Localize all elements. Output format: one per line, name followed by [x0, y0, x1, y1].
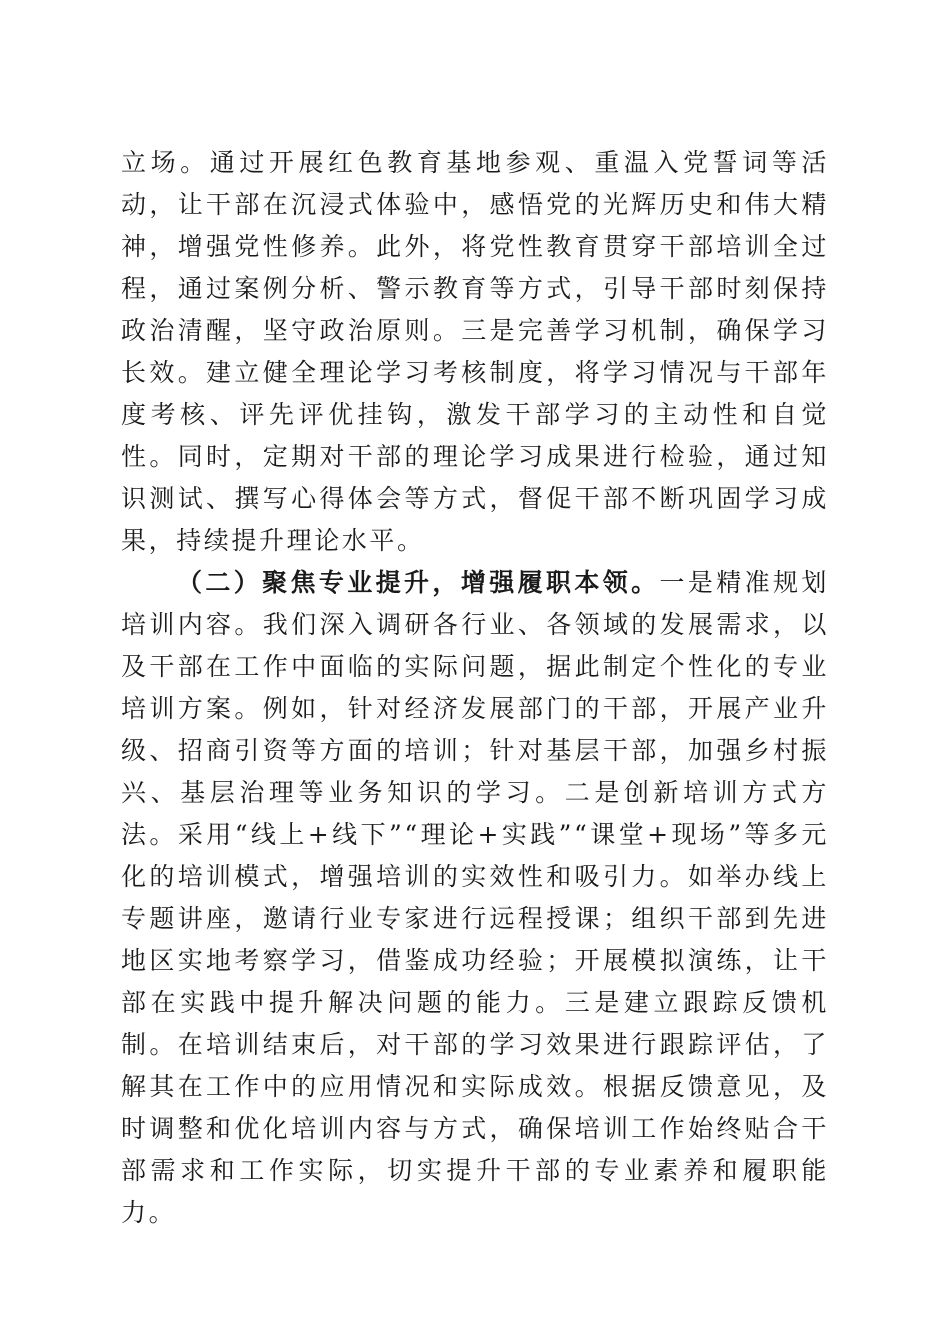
paragraph-section-2	[121, 562, 829, 1234]
section-2-body: 一是精准规划培训内容。我们深入调研各行业、各领域的发展需求，以及干部在工作中面临的实际问题，据此制定个性化的专业培训方案。例如，针对经济发展部门的干部，开展产业升级、招商引资等方面的培训；针对基层干部，加强乡村振兴、基层治理等业务知识的学习。二是创新培训方式方法。采用“线上+线下”“理论+实践”“课堂+现场”等多元化的培训模式，增强培训的实效性和吸引力。如举办线上专题讲座，邀请行业专家进行远程授课；组织干部到先进地区实地考察学习，借鉴成功经验；开展模拟演练，让干部在实践中提升解决问题的能力。三是建立跟踪反馈机制。在培训结束后，对干部的学习效果进行跟踪评估，了解其在工作中的应用情况和实际成效。根据反馈意见，及时调整和优化培训内容与方式，确保培训工作始终贴合干部需求和工作实际，切实提升干部的专业素养和履职能力。	[121, 568, 829, 1227]
document-body	[121, 142, 829, 1234]
section-2-heading: （二）聚焦专业提升，增强履职本领。	[177, 568, 660, 597]
paragraph-continuation: 立场。通过开展红色教育基地参观、重温入党誓词等活动，让干部在沉浸式体验中，感悟党的光辉历史和伟大精神，增强党性修养。此外，将党性教育贯穿干部培训全过程，通过案例分析、警示教育等方式，引导干部时刻保持政治清醒，坚守政治原则。三是完善学习机制，确保学习长效。建立健全理论学习考核制度，将学习情况与干部年度考核、评先评优挂钩，激发干部学习的主动性和自觉性。同时，定期对干部的理论学习成果进行检验，通过知识测试、撰写心得体会等方式，督促干部不断巩固学习成果，持续提升理论水平。	[121, 148, 829, 555]
